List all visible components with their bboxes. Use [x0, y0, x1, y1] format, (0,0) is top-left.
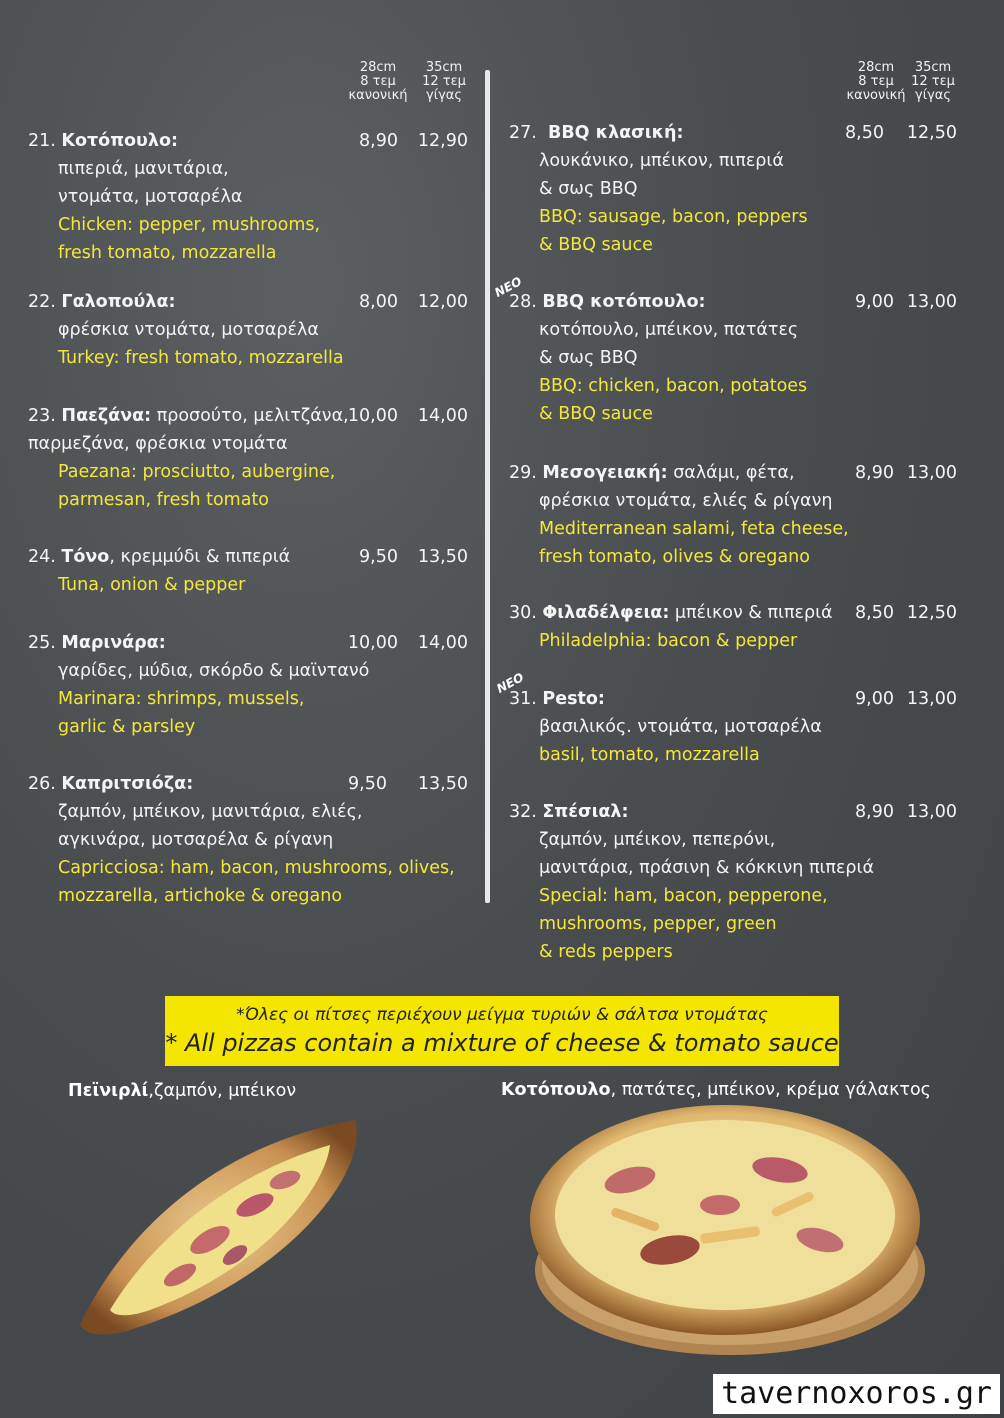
caption-rest: , πατάτες, μπέικον, κρέμα γάλακτος: [610, 1080, 931, 1100]
price-35cm: 13,50: [417, 774, 468, 794]
item-greek-desc: γαρίδες, μύδια, σκόρδο & μαϊντανό: [58, 661, 370, 681]
price-28cm: 9,00: [855, 292, 894, 312]
item-inline-desc: , κρεμμύδι & πιπεριά: [109, 547, 291, 567]
price-28cm: 9,50: [359, 547, 398, 567]
item-english-desc: fresh tomato, olives & oregano: [539, 547, 810, 567]
size-name: κανονική: [846, 88, 906, 103]
menu-item-32: [509, 798, 874, 966]
item-inline-desc: προσούτο, μελιτζάνα,: [151, 406, 349, 426]
item-english-desc: & reds peppers: [539, 942, 673, 962]
item-name: Pesto:: [542, 689, 605, 709]
item-greek-desc: φρέσκια ντομάτα, ελιές & ρίγανη: [539, 491, 833, 511]
price-28cm: 8,90: [855, 802, 894, 822]
item-name: Μεσογειακή:: [542, 463, 668, 483]
pieces-label: 8 τεμ: [858, 74, 894, 89]
price-28cm: 8,90: [359, 131, 398, 151]
note-english: * All pizzas contain a mixture of cheese & tomato sauce: [165, 1029, 839, 1057]
item-number: 23.: [28, 406, 56, 426]
menu-item-24: [28, 543, 290, 599]
item-english-desc: Capricciosa: ham, bacon, mushrooms, olives,: [58, 858, 455, 878]
item-inline-desc: σαλάμι, φέτα,: [667, 463, 795, 483]
item-number: 26.: [28, 774, 56, 794]
item-english-desc: Philadelphia: bacon & pepper: [539, 631, 798, 651]
menu-item-27: [509, 119, 808, 259]
item-greek-desc: μανιτάρια, πράσινη & κόκκινη πιπεριά: [539, 858, 874, 878]
item-english-desc: Chicken: pepper, mushrooms,: [58, 215, 321, 235]
item-name: Κοτόπουλο:: [61, 131, 178, 151]
item-english-desc: parmesan, fresh tomato: [58, 490, 270, 510]
item-english-desc: Special: ham, bacon, pepperone,: [539, 886, 828, 906]
caption-rest: ,ζαμπόν, μπέικον: [148, 1081, 297, 1101]
left-size-28-header: [343, 61, 413, 103]
item-name: Γαλοπούλα:: [61, 292, 176, 312]
item-number: 29.: [509, 463, 537, 483]
pieces-label: 8 τεμ: [360, 74, 396, 89]
item-number: 28.: [509, 292, 537, 312]
price-35cm: 14,00: [417, 406, 468, 426]
item-english-desc: & BBQ sauce: [539, 404, 653, 424]
price-28cm: 8,50: [855, 603, 894, 623]
item-greek-desc: αγκινάρα, μοτσαρέλα & ρίγανη: [58, 830, 334, 850]
menu-item-28: [509, 288, 807, 428]
menu-item-25: [28, 629, 369, 741]
item-greek-desc: βασιλικός. ντομάτα, μοτσαρέλα: [539, 717, 822, 737]
price-35cm: 13,00: [906, 463, 957, 483]
item-english-desc: BBQ: chicken, bacon, potatoes: [539, 376, 808, 396]
item-greek-desc: φρέσκια ντομάτα, μοτσαρέλα: [58, 320, 319, 340]
item-english-desc: BBQ: sausage, bacon, peppers: [539, 207, 808, 227]
item-greek-desc: ζαμπόν, μπέικον, πεπερόνι,: [539, 830, 776, 850]
item-number: 30.: [509, 603, 537, 623]
item-greek-desc: λουκάνικο, μπέικον, πιπεριά: [539, 151, 784, 171]
item-english-desc: & BBQ sauce: [539, 235, 653, 255]
item-name: Παεζάνα:: [61, 406, 152, 426]
item-number: 27.: [509, 123, 537, 143]
caption-bold: Πεϊνιρλί: [68, 1081, 149, 1101]
item-number: 22.: [28, 292, 56, 312]
item-name: BBQ κλασική:: [547, 123, 684, 143]
price-35cm: 13,00: [906, 689, 957, 709]
price-35cm: 13,00: [906, 292, 957, 312]
price-28cm: 10,00: [347, 406, 398, 426]
item-greek-desc: & σως BBQ: [539, 348, 638, 368]
item-name: BBQ κοτόπουλο:: [542, 292, 706, 312]
item-english-desc: mushrooms, pepper, green: [539, 914, 777, 934]
cheese-sauce-note: [165, 996, 839, 1066]
chicken-pizza-image: [520, 1100, 930, 1360]
price-35cm: 12,00: [417, 292, 468, 312]
peinirli-image: [70, 1110, 370, 1340]
item-name: Τόνο: [61, 547, 110, 567]
item-number: 32.: [509, 802, 537, 822]
item-greek-desc: κοτόπουλο, μπέικον, πατάτες: [539, 320, 799, 340]
column-divider: [485, 70, 490, 903]
item-number: 21.: [28, 131, 56, 151]
menu-item-29: [509, 459, 849, 571]
menu-item-31: [509, 685, 822, 769]
pieces-label: 12 τεμ: [422, 74, 466, 89]
item-greek-desc: ζαμπόν, μπέικον, μανιτάρια, ελιές,: [58, 802, 363, 822]
new-badge: ΝΕΟ: [494, 670, 527, 696]
right-size-28-header: [841, 61, 911, 103]
item-english-desc: fresh tomato, mozzarella: [58, 243, 277, 263]
size-label: 28cm: [857, 60, 895, 75]
price-28cm: 8,50: [845, 123, 884, 143]
size-name: γίγας: [426, 88, 462, 103]
item-english-desc: Turkey: fresh tomato, mozzarella: [58, 348, 344, 368]
item-english-desc: mozzarella, artichoke & oregano: [58, 886, 343, 906]
price-28cm: 9,00: [855, 689, 894, 709]
item-number: 25.: [28, 633, 56, 653]
menu-item-22: [28, 288, 344, 372]
item-english-desc: Paezana: prosciutto, aubergine,: [58, 462, 336, 482]
photo-caption-right: [501, 1080, 931, 1100]
menu-item-30: [509, 599, 833, 655]
size-name: κανονική: [348, 88, 408, 103]
menu-item-26: [28, 770, 455, 910]
note-greek: *Όλες οι πίτσες περιέχουν μείγμα τυριών & σάλτσα ντομάτας: [236, 1005, 768, 1025]
item-number: 31.: [509, 689, 537, 709]
item-greek-desc: ντομάτα, μοτσαρέλα: [58, 187, 243, 207]
price-35cm: 12,90: [417, 131, 468, 151]
caption-bold: Κοτόπουλο: [501, 1080, 611, 1100]
price-28cm: 8,90: [855, 463, 894, 483]
price-28cm: 8,00: [359, 292, 398, 312]
price-35cm: 13,00: [906, 802, 957, 822]
item-english-desc: Mediterranean salami, feta cheese,: [539, 519, 849, 539]
size-label: 35cm: [425, 60, 463, 75]
price-28cm: 9,50: [348, 774, 387, 794]
size-label: 35cm: [914, 60, 952, 75]
price-28cm: 10,00: [347, 633, 398, 653]
item-name: Μαρινάρα:: [61, 633, 166, 653]
item-greek-desc: & σως BBQ: [539, 179, 638, 199]
item-english-desc: garlic & parsley: [58, 717, 196, 737]
menu-item-23: [28, 402, 349, 514]
menu-item-21: [28, 127, 320, 267]
right-size-35-header: [903, 61, 963, 103]
item-greek-desc: παρμεζάνα, φρέσκια ντομάτα: [28, 434, 288, 454]
item-greek-desc: πιπεριά, μανιτάρια,: [58, 159, 229, 179]
pieces-label: 12 τεμ: [911, 74, 955, 89]
item-inline-desc: μπέικον & πιπεριά: [669, 603, 833, 623]
item-english-desc: Tuna, onion & pepper: [58, 575, 246, 595]
price-35cm: 12,50: [906, 603, 957, 623]
item-name: Καπριτσιόζα:: [61, 774, 194, 794]
size-name: γίγας: [915, 88, 951, 103]
item-english-desc: Marinara: shrimps, mussels,: [58, 689, 305, 709]
item-name: Φιλαδέλφεια:: [542, 603, 670, 623]
item-number: 24.: [28, 547, 56, 567]
price-35cm: 13,50: [417, 547, 468, 567]
photo-caption-left: [68, 1081, 296, 1101]
price-35cm: 12,50: [906, 123, 957, 143]
new-badge: ΝΕΟ: [492, 274, 525, 300]
watermark: tavernoxoros.gr: [713, 1374, 1000, 1414]
item-name: Σπέσιαλ:: [542, 802, 629, 822]
item-english-desc: basil, tomato, mozzarella: [539, 745, 760, 765]
left-size-35-header: [414, 61, 474, 103]
price-35cm: 14,00: [417, 633, 468, 653]
size-label: 28cm: [359, 60, 397, 75]
